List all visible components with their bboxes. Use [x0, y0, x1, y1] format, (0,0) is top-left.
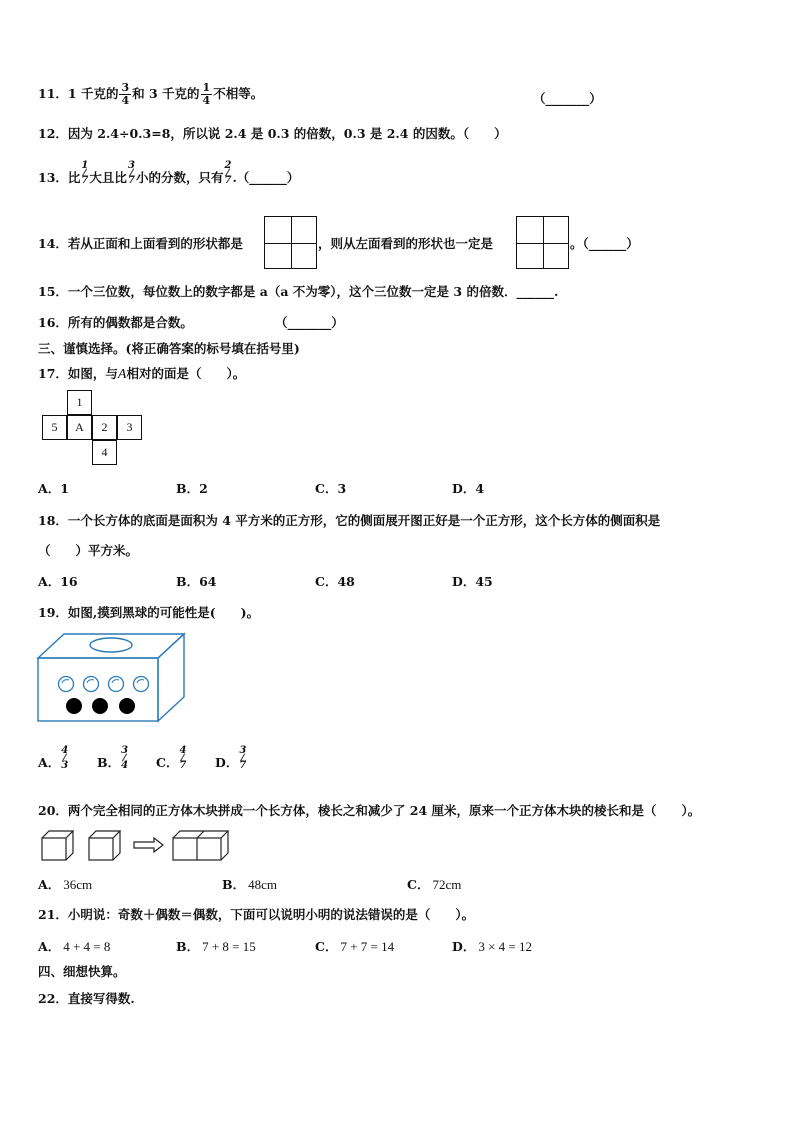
question-14-part3: 。（______） — [570, 236, 639, 251]
option-c[interactable]: C． 72cm — [407, 877, 462, 892]
fraction: $\frac{3}{4}$ — [121, 81, 130, 107]
option-b[interactable]: B． 3 4 — [97, 745, 129, 771]
option-d[interactable]: D．4 — [452, 481, 485, 496]
option-c[interactable]: C． 7 + 7 = 14 — [315, 939, 395, 954]
option-d[interactable]: D． 3 7 — [215, 745, 247, 771]
section-heading: 三、谨慎选择。(将正确答案的标号填在括号里) — [38, 341, 300, 356]
cube-assembly-figure — [40, 829, 262, 863]
fraction: 3 7 — [239, 745, 247, 771]
question-17: 17．如图，与A相对的面是（ ）。 — [38, 366, 246, 382]
white-ball — [109, 677, 124, 692]
question-18-line1: 18．一个长方体的底面是面积为 4 平方米的正方形，它的侧面展开图正好是一个正方形，这个长方体的侧面积是 — [38, 513, 661, 528]
option-d[interactable]: D．45 — [452, 574, 493, 589]
question-16: 16．所有的偶数都是合数。 — [38, 315, 193, 330]
fraction: $\frac{1}{4}$ — [202, 81, 211, 107]
question-20: 20．两个完全相同的正方体木块拼成一个长方体，棱长之和减少了 24 厘米，原来一个正方体木块的棱长和是（ ）。 — [38, 803, 701, 818]
ball-box-figure — [36, 632, 186, 724]
answer-blank[interactable]: （_______） — [275, 315, 344, 330]
option-a[interactable]: A． 36cm — [38, 877, 93, 892]
question-14-part1: 14．若从正面和上面看到的形状都是 — [38, 236, 243, 251]
question-15: 15．一个三位数，每位数上的数字都是 a（a 不为零），这个三位数一定是 3 的倍数．______. — [38, 284, 559, 299]
net-face: 4 — [92, 440, 117, 465]
option-a[interactable]: A． 4 + 4 = 8 — [38, 939, 111, 954]
fraction: 2 7 — [224, 160, 232, 186]
option-b[interactable]: B． 48cm — [222, 877, 277, 892]
option-b[interactable]: B．64 — [176, 574, 217, 589]
option-d[interactable]: D． 3 × 4 = 12 — [452, 939, 533, 954]
question-18-line2: （ ）平方米。 — [38, 543, 139, 558]
question-13: 13．比 1 7 大且比 3 7 小的分数，只有 2 7 .（______） — [38, 160, 300, 186]
option-c[interactable]: C． 4 7 — [156, 745, 187, 771]
fraction: 3 7 — [127, 160, 135, 186]
square-grid-figure — [264, 216, 317, 269]
net-face: 2 — [92, 415, 117, 440]
black-ball — [92, 698, 108, 714]
question-19: 19．如图,摸到黑球的可能性是( )。 — [38, 605, 260, 620]
option-a[interactable]: A．1 — [38, 481, 69, 496]
square-grid-figure — [516, 216, 569, 269]
net-face: A — [67, 415, 92, 440]
option-b[interactable]: B．2 — [176, 481, 208, 496]
net-face: 1 — [67, 390, 92, 415]
option-b[interactable]: B． 7 + 8 = 15 — [176, 939, 256, 954]
question-11: 11．1 千克的 $\frac{3}{4}$ 和 3 千克的 $\frac{1}{4}$ 不相等。 — [38, 81, 264, 107]
white-ball — [59, 677, 74, 692]
option-a[interactable]: A． 4 3 — [38, 745, 69, 771]
fraction: 4 3 — [61, 745, 69, 771]
net-face: 5 — [42, 415, 67, 440]
option-c[interactable]: C．48 — [315, 574, 355, 589]
black-ball — [66, 698, 82, 714]
fraction: 1 7 — [81, 160, 89, 186]
question-22: 22．直接写得数. — [38, 991, 135, 1006]
question-21: 21．小明说：奇数＋偶数＝偶数，下面可以说明小明的说法错误的是（ ）。 — [38, 907, 475, 922]
black-ball — [119, 698, 135, 714]
option-c[interactable]: C．3 — [315, 481, 347, 496]
section-heading: 四、细想快算。 — [38, 964, 126, 979]
question-14-part2: ，则从左面看到的形状也一定是 — [318, 236, 494, 251]
white-ball — [134, 677, 149, 692]
option-a[interactable]: A．16 — [38, 574, 78, 589]
question-12: 12．因为 2.4÷0.3=8，所以说 2.4 是 0.3 的倍数，0.3 是 2.4 的因数。（ ） — [38, 126, 507, 141]
fraction: 3 4 — [121, 745, 129, 771]
net-face: 3 — [117, 415, 142, 440]
answer-blank[interactable]: （_______） — [533, 91, 602, 106]
white-ball — [84, 677, 99, 692]
fraction: 4 7 — [179, 745, 187, 771]
